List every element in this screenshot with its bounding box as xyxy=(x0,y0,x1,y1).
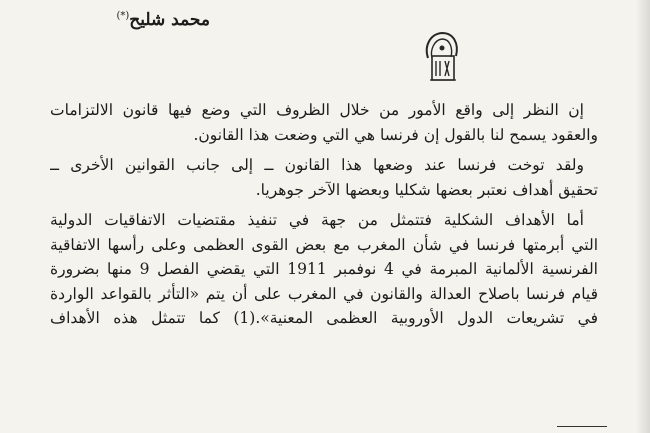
text-line: والعقود يسمح لنا بالقول إن فرنسا هي التي وضعت هذا القانون. xyxy=(193,125,598,144)
article-body xyxy=(50,98,598,331)
text-line: قيام فرنسا باصلاح العدالة والقانون في المغرب على أن يتم «التأثر بالقواعد الواردة xyxy=(50,284,598,303)
text-line: أما الأهداف الشكلية فتتمثل من جهة في تنفيذ مقتضيات الاتفاقيات الدولية xyxy=(50,211,584,229)
footnote-divider xyxy=(557,426,607,427)
paragraph xyxy=(50,98,598,147)
text-line: ولقد توخت فرنسا عند وضعها هذا القانون ــ إلى جانب القوانين الأخرى ــ xyxy=(50,156,584,174)
text-line: إن النظر إلى واقع الأمور من خلال الظروف التي وضع فيها قانون الالتزامات xyxy=(50,101,584,119)
text-line: في تشريعات الدول الأوروبية العظمى المعنية».(1) كما تتمثل هذه الأهداف xyxy=(50,309,598,327)
author-line xyxy=(116,10,210,30)
text-line: الفرنسية الألمانية المبرمة في 4 نوفمبر 1911 التي يقضي الفصل 9 منها بضرورة xyxy=(50,260,598,278)
author-name: محمد شليح xyxy=(129,10,210,30)
text-line: التي أبرمتها فرنسا في شأن المغرب مع بعض القوى العظمى وعلى رأسها الاتفاقية xyxy=(50,235,598,254)
author-footnote-marker: (*) xyxy=(116,10,130,22)
paragraph xyxy=(50,208,598,331)
stamp-ornament-icon xyxy=(418,28,464,86)
text-line: تحقيق أهداف نعتبر بعضها شكليا وبعضها الآخر جوهريا. xyxy=(255,180,598,199)
page-edge-shadow xyxy=(636,0,650,433)
paragraph xyxy=(50,153,598,202)
